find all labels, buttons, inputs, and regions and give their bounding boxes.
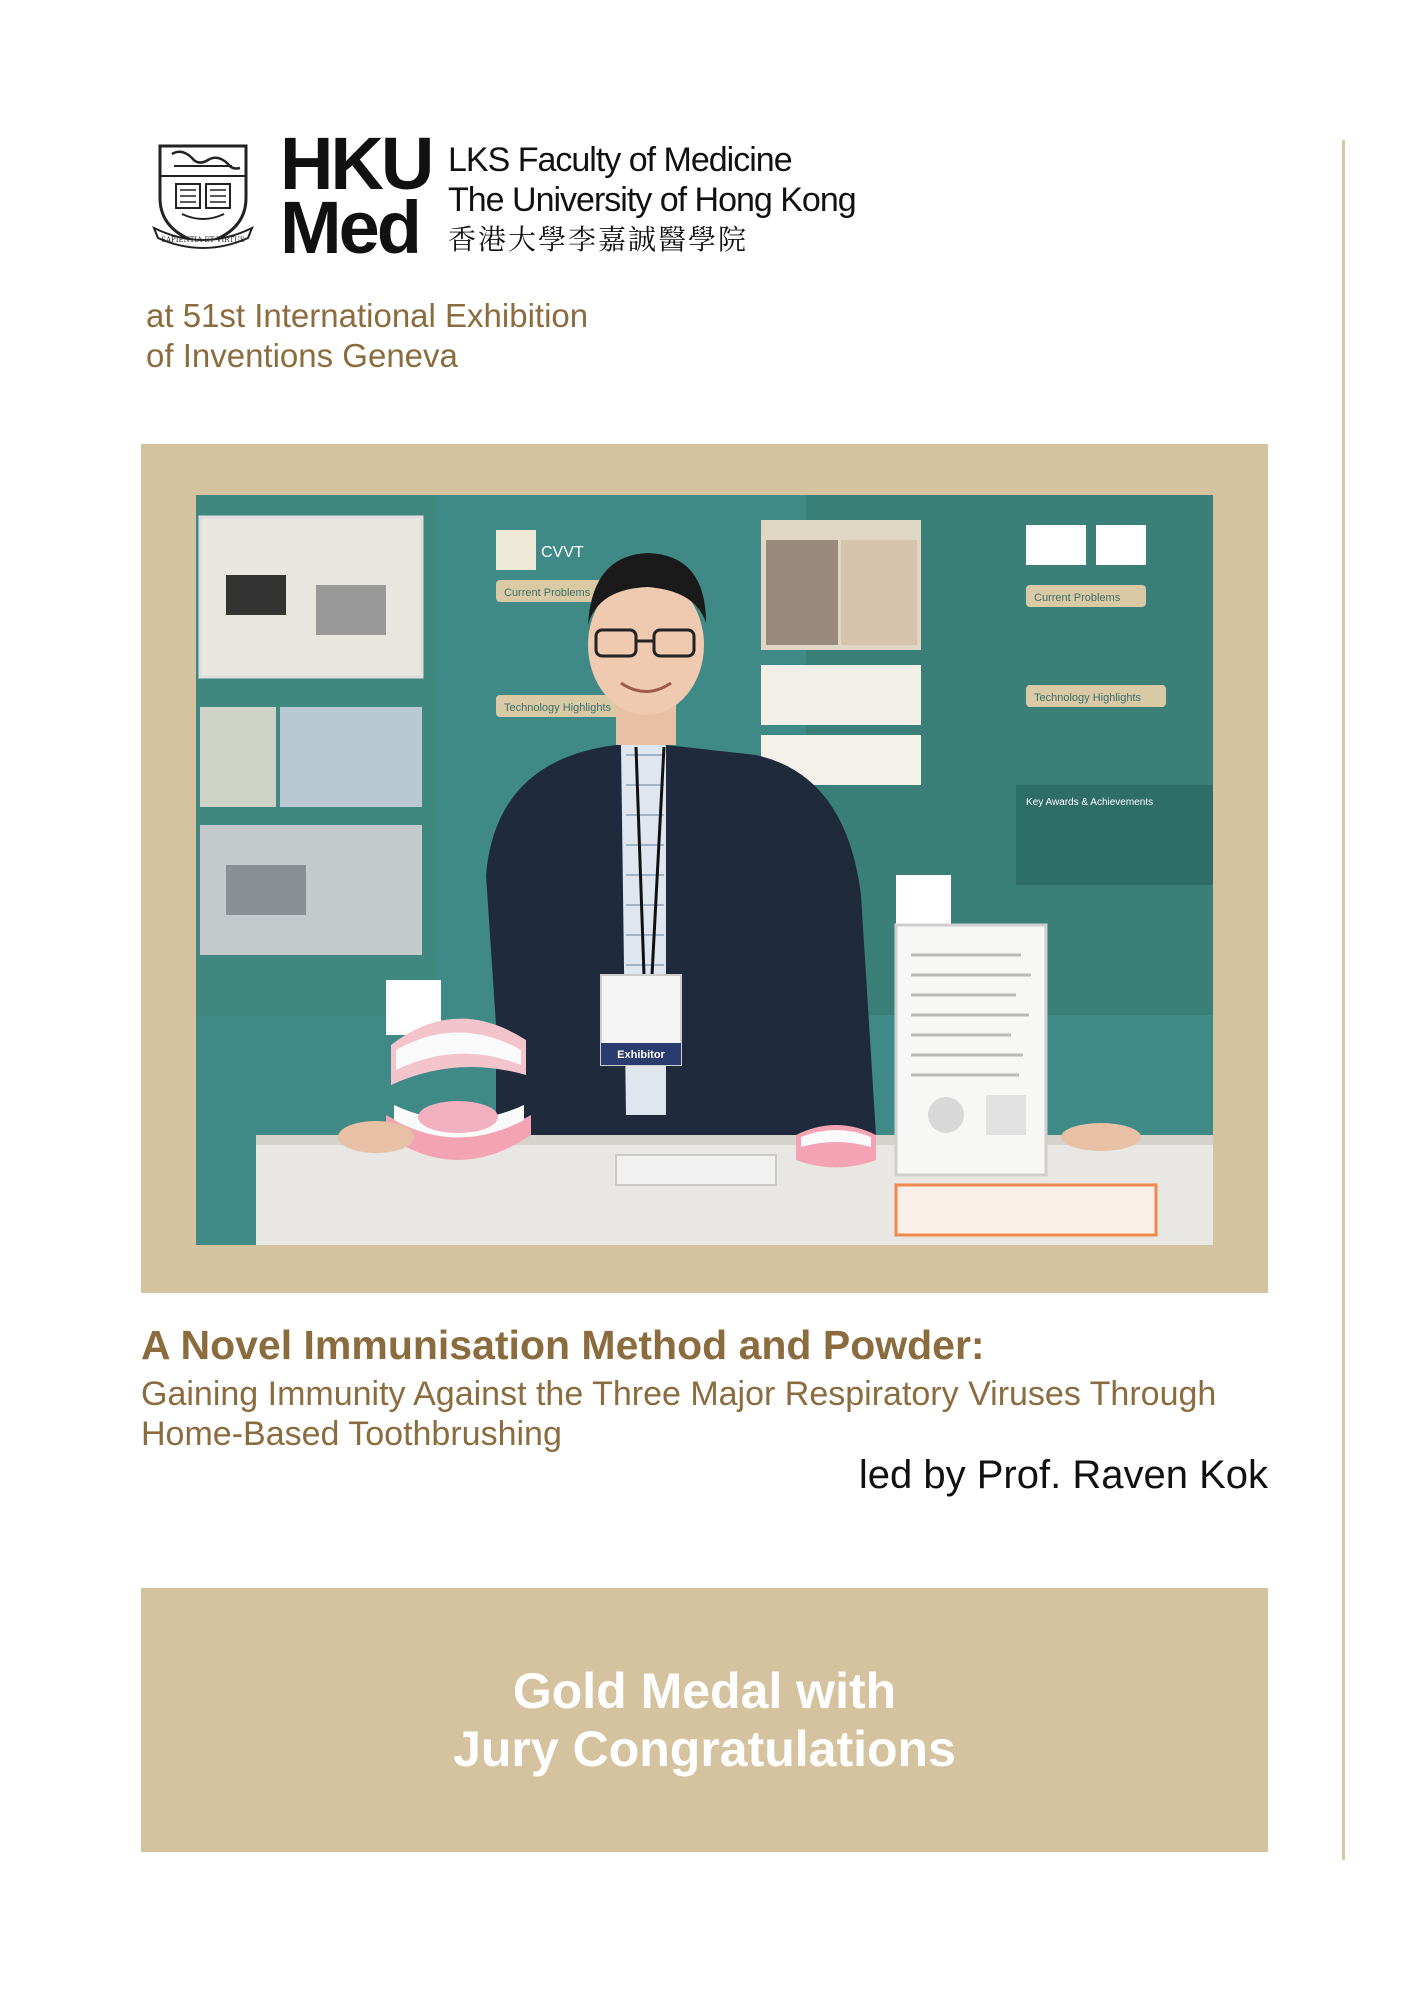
crest-motto: SAPIENTIA ET VIRTUS	[161, 236, 245, 244]
award-text	[453, 1662, 956, 1778]
exhibition-photo-illustration	[196, 495, 1213, 1245]
event-subtitle	[146, 296, 588, 376]
faculty-en-line2: The University of Hong Kong	[448, 181, 856, 219]
hkumed-logo	[280, 122, 432, 269]
poster-left-current-problems: Current Problems	[504, 587, 591, 599]
award-banner	[141, 1588, 1268, 1852]
logo-med: Med	[280, 185, 419, 269]
side-divider	[1342, 140, 1345, 1860]
exhibition-photo	[196, 495, 1213, 1245]
faculty-en-line1: LKS Faculty of Medicine	[448, 141, 792, 179]
poster-right-tech-highlights: Technology Highlights	[1034, 692, 1142, 704]
hku-crest-logo	[152, 140, 254, 250]
event-line2: of Inventions Geneva	[146, 337, 458, 374]
logo-hku: HKU	[280, 122, 432, 205]
poster-right-awards: Key Awards & Achievements	[1026, 797, 1154, 808]
invention-description-line2: Home-Based Toothbrushing	[141, 1415, 562, 1453]
event-line1: at 51st International Exhibition	[146, 297, 589, 334]
poster-left-tech-highlights: Technology Highlights	[504, 702, 612, 714]
award-line1: Gold Medal with	[512, 1663, 897, 1719]
poster-right-current-problems: Current Problems	[1034, 592, 1121, 604]
invention-description	[141, 1374, 1281, 1454]
award-line2: Jury Congratulations	[453, 1721, 956, 1777]
faculty-name	[448, 140, 856, 260]
led-by: led by Prof. Raven Kok	[858, 1453, 1268, 1497]
exhibitor-badge: Exhibitor	[617, 1049, 665, 1061]
invention-description-line1: Gaining Immunity Against the Three Major Respiratory Viruses Through	[141, 1375, 1217, 1413]
invention-title: A Novel Immunisation Method and Powder:	[141, 1322, 985, 1368]
faculty-zh: 香港大學李嘉誠醫學院	[448, 224, 749, 255]
poster-left-heading: CVVT	[541, 544, 584, 561]
